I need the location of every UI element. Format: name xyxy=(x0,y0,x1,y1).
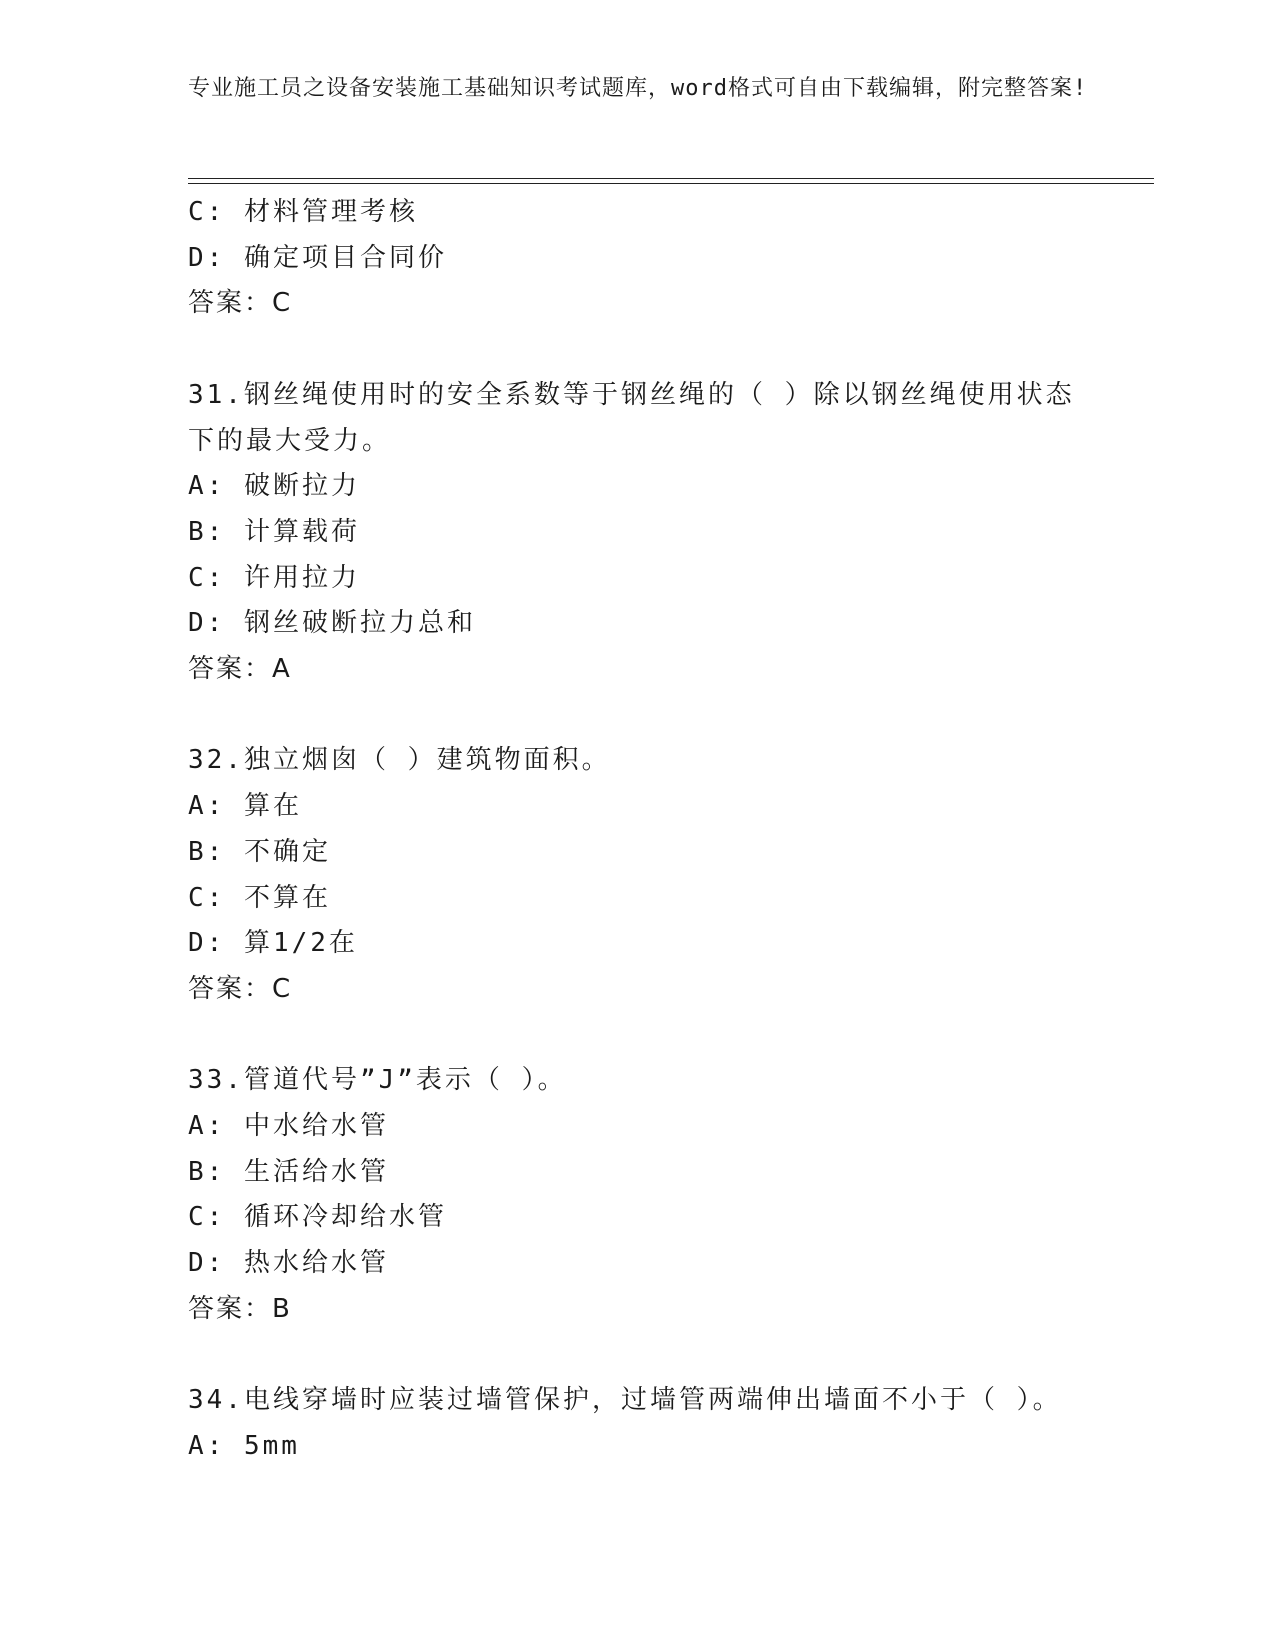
question-stem: 33.管道代号”J”表示（ ）。 xyxy=(188,1065,567,1096)
question-33 xyxy=(188,1058,1088,1332)
question-30-continued xyxy=(188,190,1088,327)
question-stem-continued: 下的最大受力。 xyxy=(188,425,392,456)
option-a: A: 中水给水管 xyxy=(188,1111,389,1142)
option-d: D: 热水给水管 xyxy=(188,1248,389,1279)
answer-line: 答案：C xyxy=(188,288,293,319)
option-b: B: 计算载荷 xyxy=(188,516,360,547)
answer-line: 答案：A xyxy=(188,654,292,685)
option-a: A: 破断拉力 xyxy=(188,471,360,502)
option-a: A: 算在 xyxy=(188,791,302,822)
question-34 xyxy=(188,1378,1088,1469)
option-c: C: 许用拉力 xyxy=(188,562,360,593)
option-d: D: 钢丝破断拉力总和 xyxy=(188,608,476,639)
answer-line: 答案：B xyxy=(188,1293,292,1324)
question-list xyxy=(188,190,1088,1470)
option-d: D: 算1/2在 xyxy=(188,928,358,959)
header-divider-bottom xyxy=(188,183,1154,184)
question-stem: 32.独立烟囱（ ）建筑物面积。 xyxy=(188,745,611,776)
document-header: 专业施工员之设备安装施工基础知识考试题库，word格式可自由下载编辑，附完整答案! xyxy=(188,76,1088,101)
option-c: C: 循环冷却给水管 xyxy=(188,1202,447,1233)
option-c: C: 材料管理考核 xyxy=(188,197,418,227)
question-stem: 31.钢丝绳使用时的安全系数等于钢丝绳的（ ）除以钢丝绳使用状态 xyxy=(188,379,1075,410)
option-a: A: 5mm xyxy=(188,1430,300,1461)
option-d: D: 确定项目合同价 xyxy=(188,242,447,273)
question-31 xyxy=(188,373,1088,693)
option-b: B: 不确定 xyxy=(188,836,331,867)
question-stem: 34.电线穿墙时应装过墙管保护，过墙管两端伸出墙面不小于（ ）。 xyxy=(188,1385,1062,1416)
header-divider-top xyxy=(188,178,1154,179)
answer-line: 答案：C xyxy=(188,973,293,1004)
option-b: B: 生活给水管 xyxy=(188,1156,389,1187)
option-c: C: 不算在 xyxy=(188,882,331,913)
question-32 xyxy=(188,738,1088,1012)
